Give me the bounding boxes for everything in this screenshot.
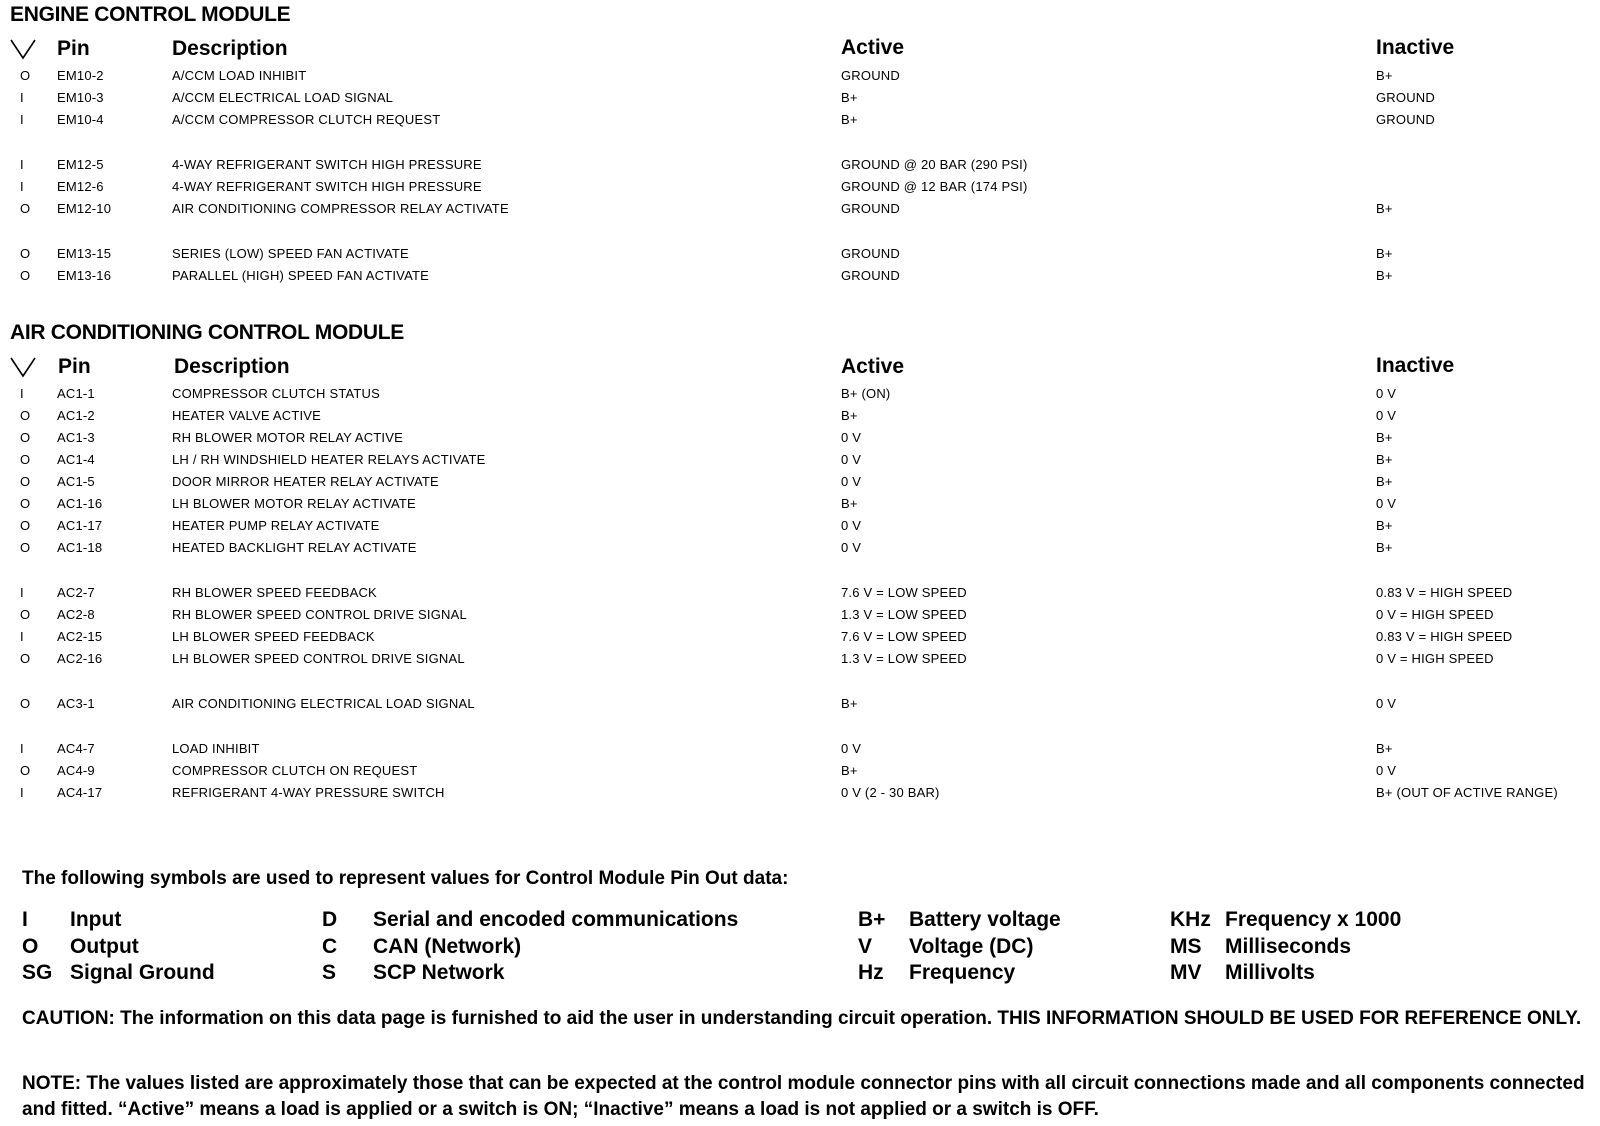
io-type: O — [20, 496, 31, 511]
io-type: O — [20, 651, 31, 666]
active-value: 7.6 V = LOW SPEED — [841, 629, 967, 644]
legend-meaning: Signal Ground — [70, 961, 215, 984]
pin-description: SERIES (LOW) SPEED FAN ACTIVATE — [172, 246, 409, 261]
legend-title: The following symbols are used to represent values for Control Module Pin Out data: — [22, 868, 789, 889]
accm-header-active: Active — [841, 355, 905, 378]
io-type: I — [20, 112, 24, 127]
inactive-value: B+ — [1376, 430, 1393, 445]
inactive-value: B+ — [1376, 540, 1393, 555]
legend-meaning: Voltage (DC) — [909, 935, 1034, 958]
inactive-value: 0 V — [1376, 386, 1397, 401]
pin-description: LH BLOWER SPEED CONTROL DRIVE SIGNAL — [172, 651, 465, 666]
pin-description: HEATER PUMP RELAY ACTIVATE — [172, 518, 380, 533]
legend-symbol: MS — [1170, 935, 1202, 958]
table-row — [0, 696, 1600, 716]
pin-id: AC2-15 — [57, 629, 103, 644]
table-row — [0, 386, 1600, 406]
active-value: GROUND @ 20 BAR (290 PSI) — [841, 157, 1028, 172]
pin-description: 4-WAY REFRIGERANT SWITCH HIGH PRESSURE — [172, 179, 482, 194]
active-value: B+ — [841, 90, 858, 105]
active-value: GROUND — [841, 68, 900, 83]
legend-symbol: O — [22, 935, 39, 958]
table-row — [0, 268, 1600, 288]
inactive-value: B+ — [1376, 201, 1393, 216]
inactive-value: 0.83 V = HIGH SPEED — [1376, 629, 1513, 644]
pin-id: AC4-7 — [57, 741, 95, 756]
io-type: I — [20, 90, 24, 105]
pin-description: A/CCM LOAD INHIBIT — [172, 68, 307, 83]
io-type: O — [20, 474, 31, 489]
triangle-icon — [9, 356, 37, 378]
pin-description: AIR CONDITIONING ELECTRICAL LOAD SIGNAL — [172, 696, 475, 711]
legend-symbol: B+ — [858, 908, 886, 931]
pin-id: AC1-17 — [57, 518, 103, 533]
io-type: O — [20, 452, 31, 467]
pin-description: PARALLEL (HIGH) SPEED FAN ACTIVATE — [172, 268, 429, 283]
pin-description: RH BLOWER SPEED CONTROL DRIVE SIGNAL — [172, 607, 467, 622]
inactive-value: B+ — [1376, 68, 1393, 83]
inactive-value: 0 V — [1376, 763, 1397, 778]
active-value: 0 V — [841, 452, 862, 467]
pin-description: COMPRESSOR CLUTCH ON REQUEST — [172, 763, 418, 778]
pin-description: HEATER VALVE ACTIVE — [172, 408, 322, 423]
accm-header-inactive: Inactive — [1376, 354, 1455, 377]
active-value: B+ — [841, 696, 858, 711]
legend-meaning: SCP Network — [373, 961, 505, 984]
legend-symbol: I — [22, 908, 28, 931]
table-row — [0, 68, 1600, 88]
inactive-value: B+ — [1376, 518, 1393, 533]
table-row — [0, 179, 1600, 199]
legend-symbol: V — [858, 935, 873, 958]
pin-description: LOAD INHIBIT — [172, 741, 260, 756]
io-type: O — [20, 246, 31, 261]
legend-symbol: KHz — [1170, 908, 1211, 931]
pin-description: DOOR MIRROR HEATER RELAY ACTIVATE — [172, 474, 439, 489]
active-value: B+ (ON) — [841, 386, 891, 401]
io-type: I — [20, 785, 24, 800]
ecm-section-title: ENGINE CONTROL MODULE — [10, 3, 291, 26]
pin-description: LH BLOWER SPEED FEEDBACK — [172, 629, 375, 644]
pin-id: EM13-15 — [57, 246, 112, 261]
table-row — [0, 201, 1600, 221]
io-type: O — [20, 540, 31, 555]
table-row — [0, 607, 1600, 627]
table-row — [0, 452, 1600, 472]
io-type: O — [20, 408, 31, 423]
table-row — [0, 763, 1600, 783]
io-type: I — [20, 157, 24, 172]
table-row — [0, 90, 1600, 110]
inactive-value: GROUND — [1376, 112, 1435, 127]
inactive-value: 0 V — [1376, 408, 1397, 423]
active-value: B+ — [841, 112, 858, 127]
active-value: 7.6 V = LOW SPEED — [841, 585, 967, 600]
active-value: 0 V — [841, 741, 862, 756]
table-row — [0, 651, 1600, 671]
io-type: I — [20, 585, 24, 600]
pin-id: AC1-3 — [57, 430, 95, 445]
table-row — [0, 496, 1600, 516]
legend-meaning: CAN (Network) — [373, 935, 522, 958]
table-row — [0, 112, 1600, 132]
pin-description: RH BLOWER SPEED FEEDBACK — [172, 585, 377, 600]
active-value: 0 V — [841, 430, 862, 445]
table-row — [0, 408, 1600, 428]
pin-id: EM12-6 — [57, 179, 104, 194]
active-value: GROUND @ 12 BAR (174 PSI) — [841, 179, 1028, 194]
pin-description: REFRIGERANT 4-WAY PRESSURE SWITCH — [172, 785, 445, 800]
legend-meaning: Input — [70, 908, 122, 931]
pin-id: AC1-2 — [57, 408, 95, 423]
io-type: O — [20, 518, 31, 533]
pin-id: AC3-1 — [57, 696, 95, 711]
inactive-value: B+ — [1376, 452, 1393, 467]
table-row — [0, 540, 1600, 560]
active-value: 0 V — [841, 518, 862, 533]
active-value: 0 V — [841, 474, 862, 489]
legend-symbol: Hz — [858, 961, 884, 984]
io-type: O — [20, 607, 31, 622]
active-value: GROUND — [841, 201, 900, 216]
active-value: 1.3 V = LOW SPEED — [841, 607, 967, 622]
legend-meaning: Milliseconds — [1225, 935, 1352, 958]
io-type: O — [20, 696, 31, 711]
pin-id: EM12-10 — [57, 201, 112, 216]
active-value: GROUND — [841, 246, 900, 261]
legend-meaning: Frequency x 1000 — [1225, 908, 1402, 931]
inactive-value: 0 V = HIGH SPEED — [1376, 651, 1494, 666]
active-value: B+ — [841, 763, 858, 778]
active-value: 0 V — [841, 540, 862, 555]
io-type: O — [20, 68, 31, 83]
table-row — [0, 585, 1600, 605]
io-type: I — [20, 386, 24, 401]
inactive-value: 0 V — [1376, 496, 1397, 511]
io-type: I — [20, 179, 24, 194]
legend-meaning: Frequency — [909, 961, 1016, 984]
active-value: 0 V (2 - 30 BAR) — [841, 785, 940, 800]
pin-id: EM13-16 — [57, 268, 112, 283]
table-row — [0, 430, 1600, 450]
ecm-header-inactive: Inactive — [1376, 36, 1455, 59]
accm-header-pin: Pin — [58, 355, 91, 378]
table-row — [0, 246, 1600, 266]
io-type: I — [20, 629, 24, 644]
pin-id: AC2-16 — [57, 651, 103, 666]
ecm-header-description: Description — [172, 37, 288, 60]
io-type: O — [20, 430, 31, 445]
legend-symbol: SG — [22, 961, 53, 984]
pin-id: AC1-18 — [57, 540, 103, 555]
legend-symbol: C — [322, 935, 338, 958]
active-value: B+ — [841, 408, 858, 423]
pin-id: EM10-2 — [57, 68, 104, 83]
pin-description: AIR CONDITIONING COMPRESSOR RELAY ACTIVATE — [172, 201, 509, 216]
active-value: 1.3 V = LOW SPEED — [841, 651, 967, 666]
inactive-value: B+ — [1376, 268, 1393, 283]
inactive-value: B+ (OUT OF ACTIVE RANGE) — [1376, 785, 1558, 800]
table-row — [0, 474, 1600, 494]
triangle-icon — [9, 38, 37, 60]
pin-id: AC2-8 — [57, 607, 95, 622]
ecm-header-active: Active — [841, 36, 905, 59]
io-type: O — [20, 268, 31, 283]
legend-symbol: S — [322, 961, 337, 984]
pin-id: AC4-17 — [57, 785, 103, 800]
pin-id: AC1-4 — [57, 452, 95, 467]
active-value: B+ — [841, 496, 858, 511]
pin-id: EM12-5 — [57, 157, 104, 172]
legend-meaning: Battery voltage — [909, 908, 1061, 931]
pin-id: AC1-1 — [57, 386, 95, 401]
legend-meaning: Millivolts — [1225, 961, 1315, 984]
pin-description: COMPRESSOR CLUTCH STATUS — [172, 386, 381, 401]
inactive-value: 0 V — [1376, 696, 1397, 711]
pin-description: 4-WAY REFRIGERANT SWITCH HIGH PRESSURE — [172, 157, 482, 172]
table-row — [0, 518, 1600, 538]
pin-id: EM10-4 — [57, 112, 104, 127]
inactive-value: B+ — [1376, 741, 1393, 756]
table-row — [0, 785, 1600, 805]
table-row — [0, 157, 1600, 177]
pin-id: AC1-5 — [57, 474, 95, 489]
legend-meaning: Serial and encoded communications — [373, 908, 739, 931]
legend-meaning: Output — [70, 935, 139, 958]
io-type: O — [20, 201, 31, 216]
caution-text: CAUTION: The information on this data page is furnished to aid the user in understanding circuit operation. THIS INFORMATION SHOULD BE USED FOR REFERENCE ONLY. — [22, 1008, 1582, 1029]
active-value: GROUND — [841, 268, 900, 283]
pin-id: AC4-9 — [57, 763, 95, 778]
inactive-value: B+ — [1376, 246, 1393, 261]
table-row — [0, 629, 1600, 649]
accm-header-description: Description — [174, 355, 290, 378]
legend-symbol: MV — [1170, 961, 1202, 984]
pin-id: AC2-7 — [57, 585, 95, 600]
io-type: O — [20, 763, 31, 778]
pin-description: LH / RH WINDSHIELD HEATER RELAYS ACTIVATE — [172, 452, 486, 467]
ecm-header-pin: Pin — [57, 37, 90, 60]
pin-id: AC1-16 — [57, 496, 103, 511]
inactive-value: 0.83 V = HIGH SPEED — [1376, 585, 1513, 600]
pin-description: A/CCM ELECTRICAL LOAD SIGNAL — [172, 90, 394, 105]
inactive-value: 0 V = HIGH SPEED — [1376, 607, 1494, 622]
inactive-value: B+ — [1376, 474, 1393, 489]
pin-description: RH BLOWER MOTOR RELAY ACTIVE — [172, 430, 403, 445]
pin-description: LH BLOWER MOTOR RELAY ACTIVATE — [172, 496, 416, 511]
inactive-value: GROUND — [1376, 90, 1435, 105]
accm-section-title: AIR CONDITIONING CONTROL MODULE — [10, 321, 404, 344]
legend-symbol: D — [322, 908, 338, 931]
pin-description: HEATED BACKLIGHT RELAY ACTIVATE — [172, 540, 417, 555]
pin-description: A/CCM COMPRESSOR CLUTCH REQUEST — [172, 112, 441, 127]
io-type: I — [20, 741, 24, 756]
note-text: NOTE: The values listed are approximately those that can be expected at the control module connector pins with all circuit connections made and all components connected and fitted. “Active” means a load is applied or a switch is ON; “Inactive” means a load is not applied or a switch is OFF. — [22, 1073, 1585, 1120]
pin-id: EM10-3 — [57, 90, 104, 105]
table-row — [0, 741, 1600, 761]
